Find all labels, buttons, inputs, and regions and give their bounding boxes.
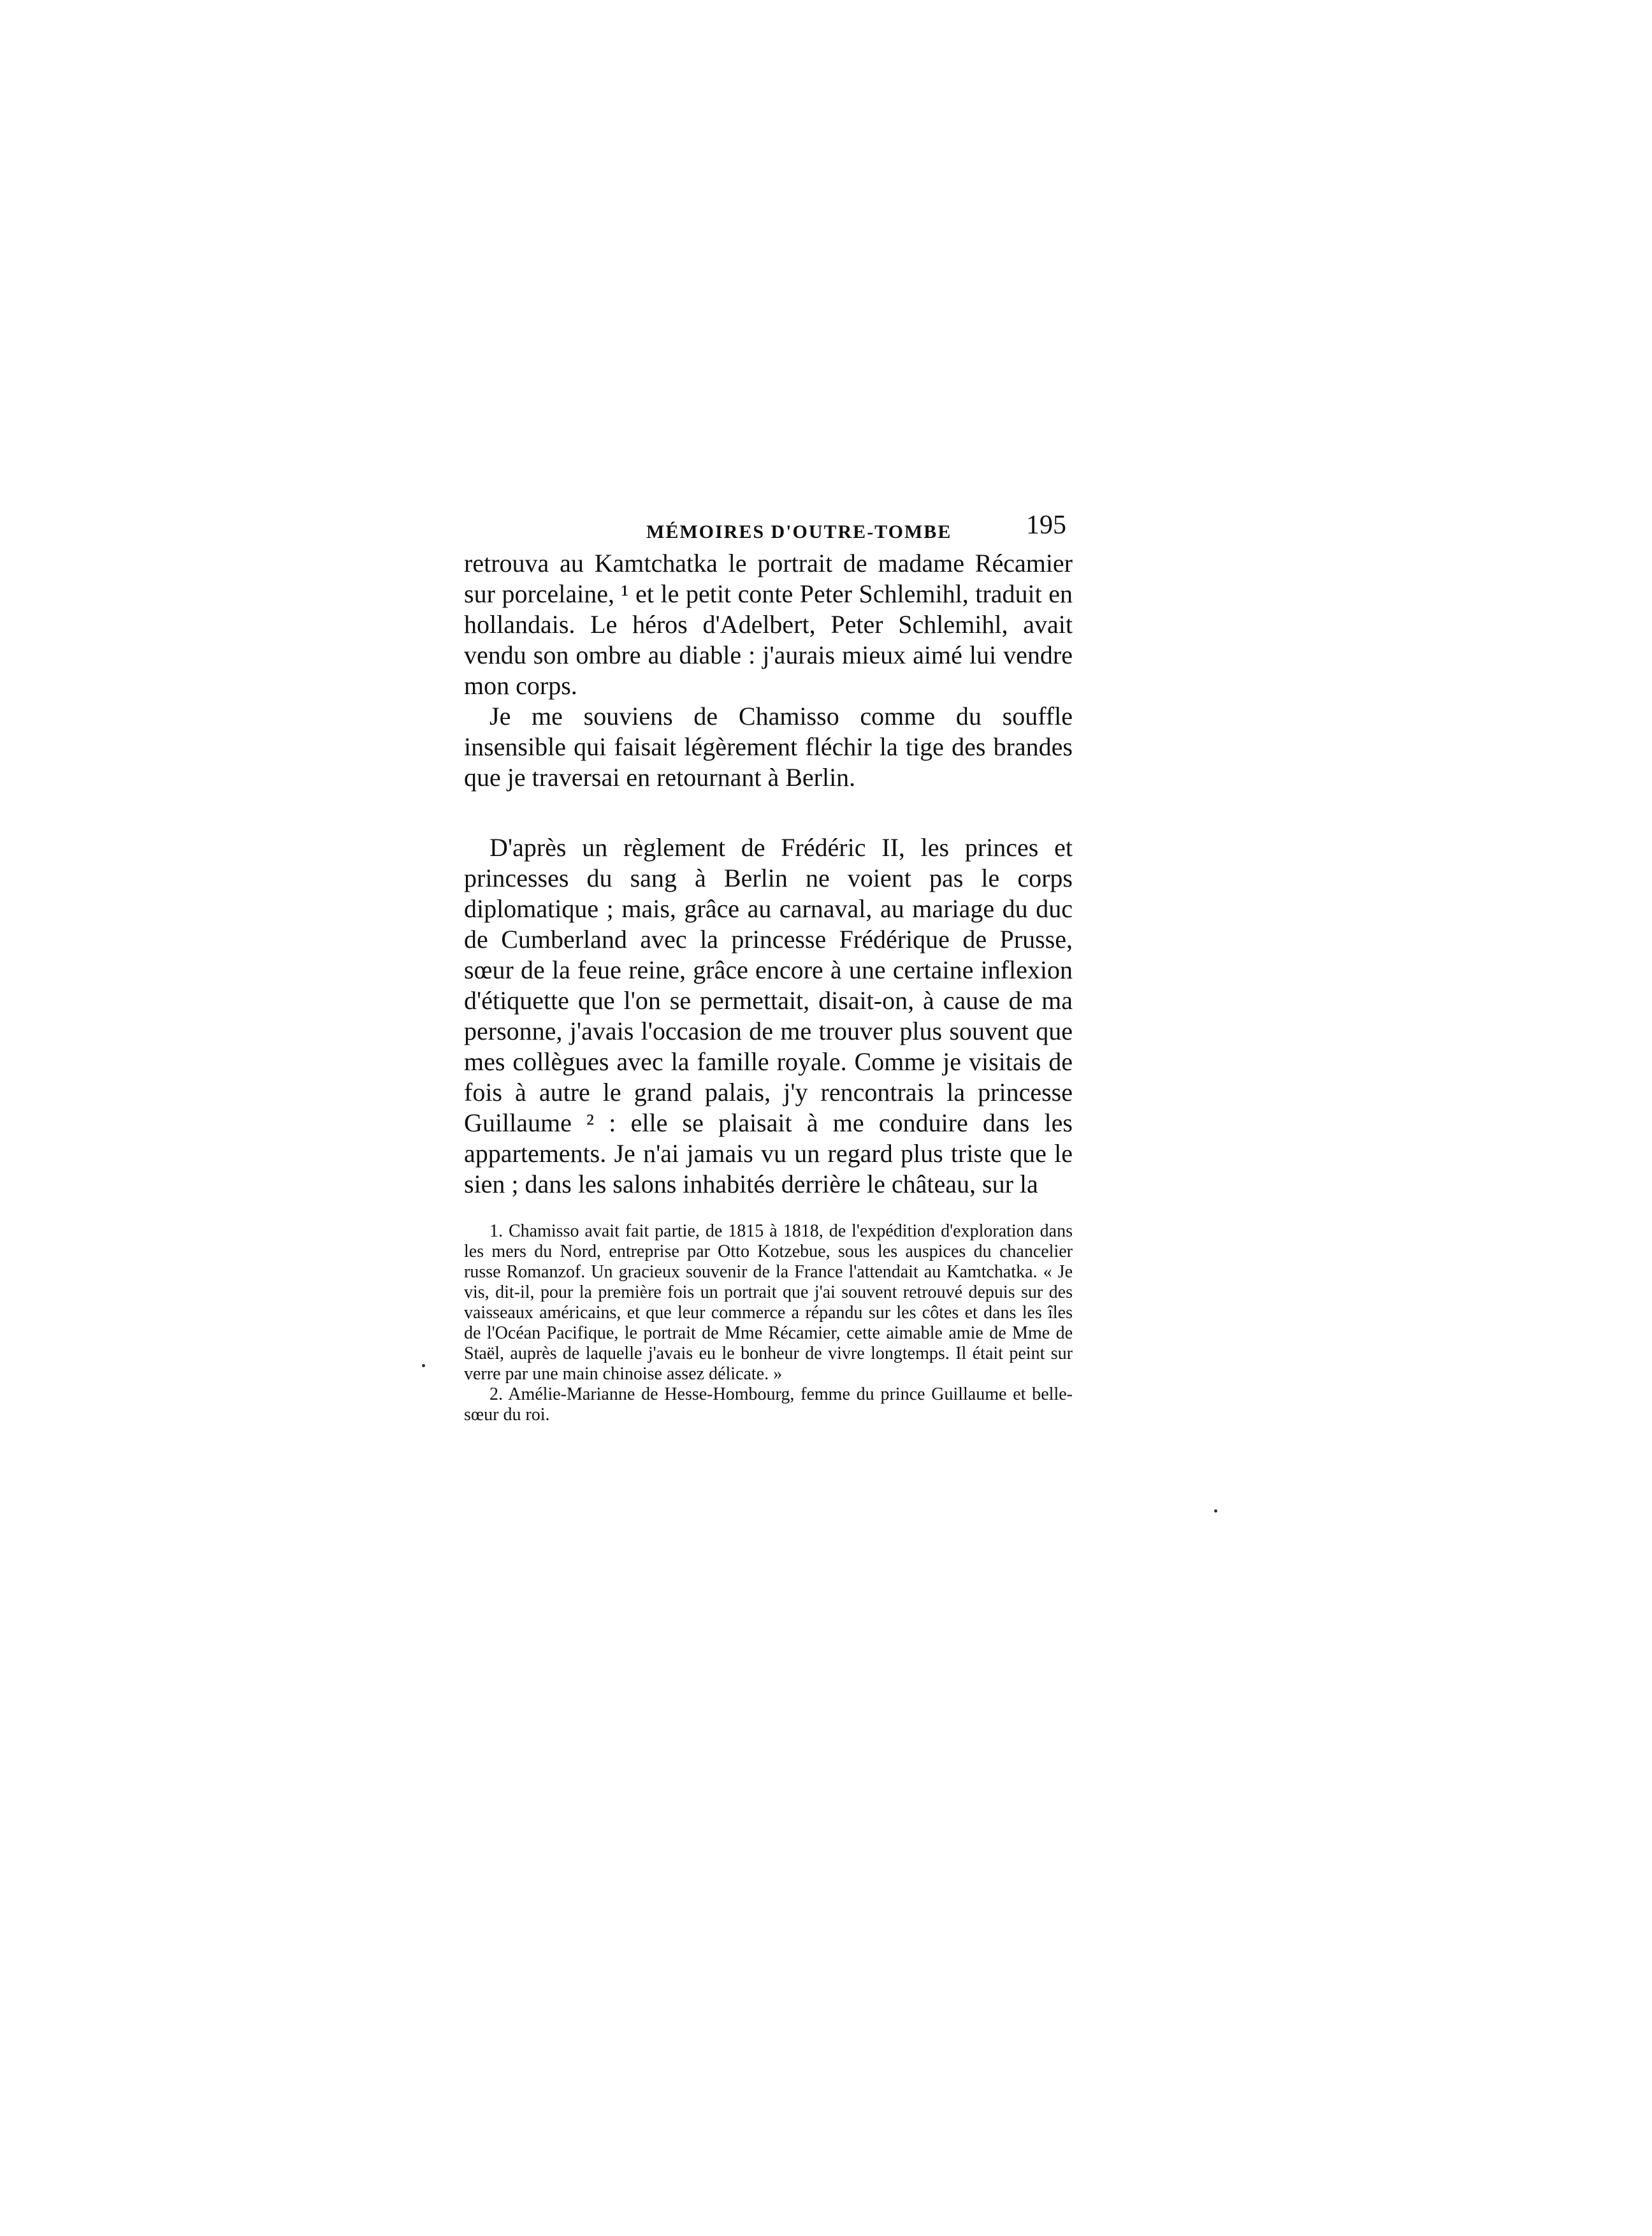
footnote-2: 2. Amélie-Marianne de Hesse-Hombourg, femme du prince Guillaume et belle-sœur du roi. <box>464 1384 1073 1425</box>
body-paragraph-2: Je me souviens de Chamisso comme du souffle insensible qui faisait légèrement fléchir la tige des brandes que je traversai en retournant à Berlin. <box>464 702 1073 792</box>
footnote-1: 1. Chamisso avait fait partie, de 1815 à 1818, de l'expédition d'exploration dans les mers du Nord, entreprise par Otto Kotzebue, sous les auspices du chancelier russe Romanzof. Un gracieux souvenir de la France l'attendait au Kamtchatka. « Je vis, dit-il, pour la première fois un portrait que j'ai souvent retrouvé depuis sur des vaisseaux américains, et que leur commerce a répandu sur les côtes et dans les îles de l'Océan Pacifique, le portrait de Mme Récamier, cette aimable amie de Mme de Staël, auprès de laquelle j'avais eu le bonheur de vivre longtemps. Il était peint sur verre par une main chinoise assez délicate. » <box>464 1221 1073 1384</box>
section-gap <box>464 793 1073 832</box>
page-number: 195 <box>1026 511 1066 540</box>
body-paragraph-1: retrouva au Kamtchatka le portrait de madame Récamier sur porcelaine, ¹ et le petit conte Peter Schlemihl, traduit en hollandais. Le héros d'Adelbert, Peter Schlemihl, avait vendu son ombre au diable : j'aurais mieux aimé lui vendre mon corps. <box>464 549 1073 700</box>
scan-speck <box>1214 1509 1217 1513</box>
body-paragraph-3: D'après un règlement de Frédéric II, les princes et princesses du sang à Berlin ne voient pas le corps diplomatique ; mais, grâce au carnaval, au mariage du duc de Cumberland avec la princesse Frédérique de Prusse, sœur de la feue reine, grâce encore à une certaine inflexion d'étiquette que l'on se permettait, disait-on, à cause de ma personne, j'avais l'occasion de me trouver plus souvent que mes collègues avec la famille royale. Comme je visitais de fois à autre le grand palais, j'y rencontrais la princesse Guillaume ² : elle se plaisait à me conduire dans les appartements. Je n'ai jamais vu un regard plus triste que le sien ; dans les salons inhabités derrière le château, sur la <box>464 833 1073 1198</box>
page-text-block <box>464 510 1073 1425</box>
footnote-gap <box>464 1200 1073 1221</box>
running-title: MÉMOIRES D'OUTRE-TOMBE <box>646 521 952 542</box>
running-head <box>464 510 1073 548</box>
scan-speck <box>422 1364 425 1367</box>
